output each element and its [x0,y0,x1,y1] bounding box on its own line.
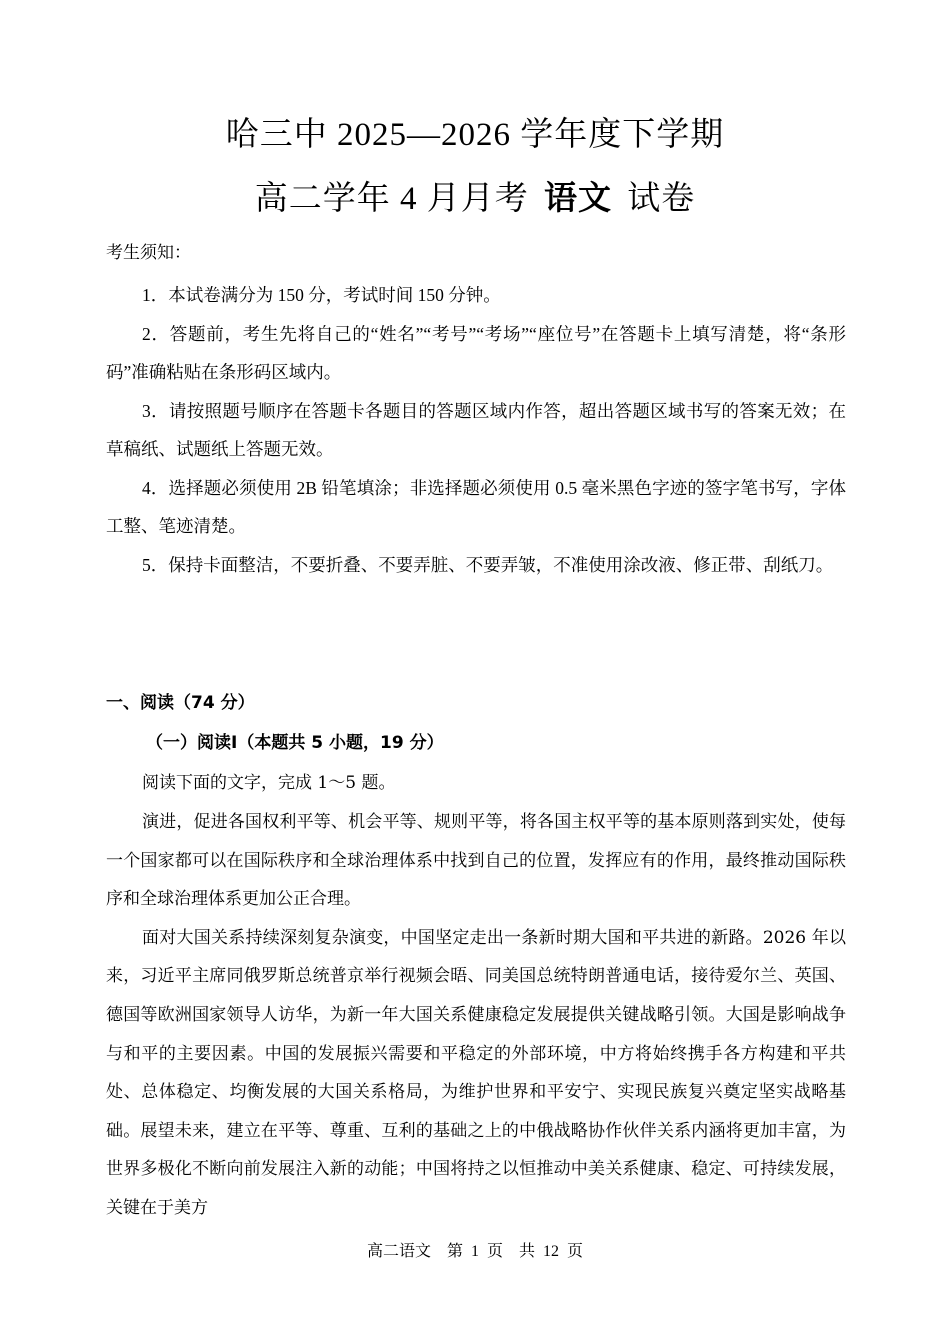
exam-title-line1: 哈三中 2025—2026 学年度下学期 [225,117,725,153]
passage-paragraph: 面对大国关系持续深刻复杂演变，中国坚定走出一条新时期大国和平共进的新路。2026 年以来，习近平主席同俄罗斯总统普京举行视频会晤、同美国总统特朗普通电话，接待爱尔兰、英国、德国等欧洲国家领导人访华，为新一年大国关系健康稳定发展提供关键战略引领。大国是影响战争与和平的主要因素。中国的发展振兴需要和平稳定的外部环境，中方将始终携手各方构建和平共处、总体稳定、均衡发展的大国关系格局，为维护世界和平安宁、实现民族复兴奠定坚实战略基础。展望未来，建立在平等、尊重、互利的基础之上的中俄战略协作伙伴关系内涵将更加丰富，为世界多极化不断向前发展注入新的动能；中国将持之以恒推动中美关系健康、稳定、可持续发展，关键在于美方 [106,927,846,1218]
reading-passage [106,803,846,1228]
page-footer: 高二语文 第 1 页 共 12 页 [366,1243,583,1260]
notice-list [106,276,846,584]
notice-item: 3．请按照题号顺序在答题卡各题目的答题区域内作答，超出答题区域书写的答案无效；在草稿纸、试题纸上答题无效。 [106,400,846,459]
reading-instruction: 阅读下面的文字，完成 1～5 题。 [142,773,396,793]
title-suffix: 试卷 [627,181,696,217]
section-heading: 一、阅读（74 分） [106,693,255,713]
subject-label: 语文 [544,178,612,217]
subsection-heading: （一）阅读Ⅰ（本题共 5 小题，19 分） [146,733,444,753]
notice-heading: 考生须知： [106,243,191,263]
exam-title-line2 [0,172,950,219]
notice-item: 5．保持卡面整洁，不要折叠、不要弄脏、不要弄皱，不准使用涂改液、修正带、刮纸刀。 [142,554,834,575]
passage-paragraph: 演进，促进各国权利平等、机会平等、规则平等，将各国主权平等的基本原则落到实处，使每一个国家都可以在国际秩序和全球治理体系中找到自己的位置，发挥应有的作用，最终推动国际秩序和全球治理体系更加公正合理。 [106,812,846,910]
notice-item: 4．选择题必须使用 2B 铅笔填涂；非选择题必须使用 0.5 毫米黑色字迹的签字笔书写，字体工整、笔迹清楚。 [106,477,846,536]
notice-item: 2．答题前，考生先将自己的“姓名”“考号”“考场”“座位号”在答题卡上填写清楚，将“条形码”准确粘贴在条形码区域内。 [106,323,846,382]
notice-item: 1．本试卷满分为 150 分，考试时间 150 分钟。 [142,285,501,305]
title-prefix: 高二学年 4 月月考 [254,181,529,217]
